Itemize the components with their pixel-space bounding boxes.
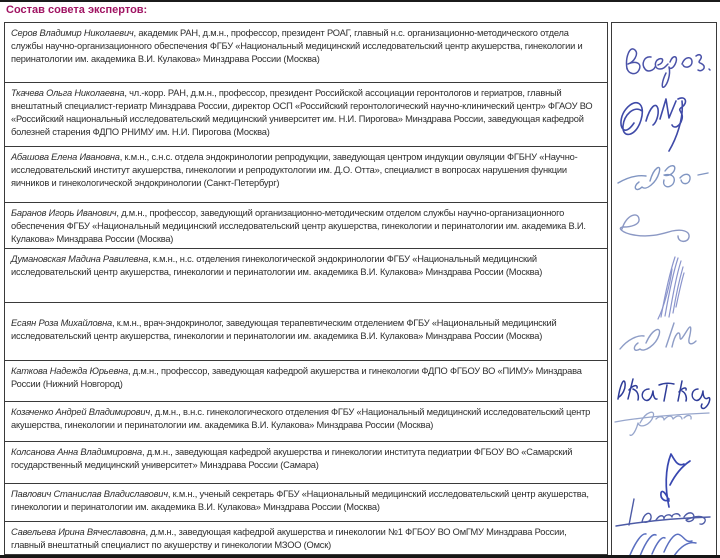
expert-row bbox=[5, 522, 607, 554]
expert-row bbox=[5, 442, 607, 484]
expert-row bbox=[5, 23, 607, 83]
expert-row bbox=[5, 83, 607, 147]
expert-description: , академик РАН, д.м.н., профессор, президент РОАГ, главный н.с. организационно-методического отдела службы научно-организационного обеспечения ФГБУ «Национальный медицинский исследовательский центр акушерства, гинекологии и перинатологии им. академика В.И. Кулакова» Минздрава России (Москва) bbox=[11, 28, 583, 64]
expert-description: , д.м.н., заведующая кафедрой акушерства и гинекологии института педиатрии ФГБОУ ВО «Самарский государственный медицинский университет» Минздрава России (Самара) bbox=[11, 447, 573, 470]
signatures-column bbox=[611, 22, 717, 556]
expert-description: , к.м.н., ученый секретарь ФГБУ «Национальный медицинский исследовательский центр акушерства, гинекологии и перинатологии им. академика В.И. Кулакова» Минздрава России (Москва) bbox=[11, 489, 589, 512]
expert-row bbox=[5, 402, 607, 442]
expert-name: Ткачева Ольга Николаевна bbox=[11, 88, 125, 98]
expert-row bbox=[5, 249, 607, 303]
signature-kozachenko bbox=[615, 412, 709, 435]
expert-row bbox=[5, 303, 607, 361]
signature-pavlovich bbox=[616, 499, 710, 526]
expert-row bbox=[5, 484, 607, 522]
signature-savelyeva bbox=[630, 534, 696, 555]
expert-name: Колсанова Анна Владимировна bbox=[11, 447, 142, 457]
signature-baranov bbox=[620, 215, 689, 241]
expert-name: Абашова Елена Ивановна bbox=[11, 152, 120, 162]
expert-name: Есаян Роза Михайловна bbox=[11, 318, 112, 328]
expert-name: Баранов Игорь Иванович bbox=[11, 208, 117, 218]
expert-description: , к.м.н., н.с. отделения гинекологической эндокринологии ФГБУ «Национальный медицинский исследовательский центр акушерства, гинекологии и перинатологии им. академика В.И. Кулакова» Минздрава России (Москва) bbox=[11, 254, 543, 277]
expert-description: , д.м.н., заведующая кафедрой акушерства и гинекологии №1 ФГБОУ ВО ОмГМУ Минздрава России, главный внештатный специалист по акушерству и гинекологии МЗОО (Омск) bbox=[11, 527, 567, 550]
expert-description: , д.м.н., в.н.с. гинекологического отделения ФГБУ «Национальный медицинский исследовательский центр акушерства, гинекологии и перинатологии им. академика В.И. Кулакова» Минздрава России (Москва) bbox=[11, 407, 591, 430]
expert-description: , чл.-корр. РАН, д.м.н., профессор, президент Российской ассоциации геронтологов и гериатров, главный внештатный специалист-гериатр Минздрава России, директор ОСП «Российский геронтологический научно-клинический центр» ФГАОУ ВО «Российский национальный исследовательский медицинский университет им. Н.И. Пирогова» Минздрава России, заведующая кафедрой болезней старения ФДПО РНИМУ им. Н.И. Пирогова (Москва) bbox=[11, 88, 593, 137]
expert-name: Каткова Надежда Юрьевна bbox=[11, 366, 129, 376]
signature-abashova bbox=[618, 166, 708, 190]
signature-tkacheva bbox=[621, 98, 686, 151]
expert-row bbox=[5, 361, 607, 402]
expert-name: Савельева Ирина Вячеславовна bbox=[11, 527, 146, 537]
expert-name: Серов Владимир Николаевич bbox=[11, 28, 134, 38]
expert-name: Павлович Станислав Владиславович bbox=[11, 489, 168, 499]
top-rule bbox=[0, 0, 720, 2]
signatures-artwork bbox=[612, 23, 716, 555]
signature-katkova bbox=[618, 379, 710, 408]
expert-description: , д.м.н., профессор, заведующий организационно-методическим отделом службы научно-организационного обеспечения ФГБУ «Национальный медицинский исследовательский центр акушерства, гинекологии и перинатологии им. академика В.И. Кулакова» Минздрава России (Москва) bbox=[11, 208, 586, 244]
expert-row bbox=[5, 147, 607, 203]
expert-row bbox=[5, 203, 607, 249]
experts-table bbox=[4, 22, 608, 555]
page-title: Состав совета экспертов: bbox=[6, 4, 148, 16]
expert-name: Козаченко Андрей Владимирович bbox=[11, 407, 150, 417]
expert-description: , д.м.н., профессор, заведующая кафедрой акушерства и гинекологии ФДПО ФГБОУ ВО «ПИМУ» Минздрава России (Нижний Новгород) bbox=[11, 366, 582, 389]
expert-description: , к.м.н., с.н.с. отдела эндокринологии репродукции, заведующая центром индукции овуляции ФГБНУ «Научно-исследовательский институт акушерства, гинекологии и репродуктологии им. Д.О. Отта», специалист в вопросах нарушения функции яичников и гинекологической эндокринологии (Санкт-Петербург) bbox=[11, 152, 578, 188]
signature-dumanovskaya bbox=[658, 257, 684, 319]
expert-description: , к.м.н., врач-эндокринолог, заведующая терапевтическим отделением ФГБУ «Национальный медицинский исследовательский центр акушерства, гинекологии и перинатологии им. академика В.И. Кулакова» Минздрава России (Москва) bbox=[11, 318, 557, 341]
signature-serov bbox=[627, 49, 710, 87]
signature-esayan bbox=[620, 323, 696, 350]
signature-kolsanova bbox=[661, 454, 690, 507]
expert-name: Думановская Мадина Равилевна bbox=[11, 254, 149, 264]
